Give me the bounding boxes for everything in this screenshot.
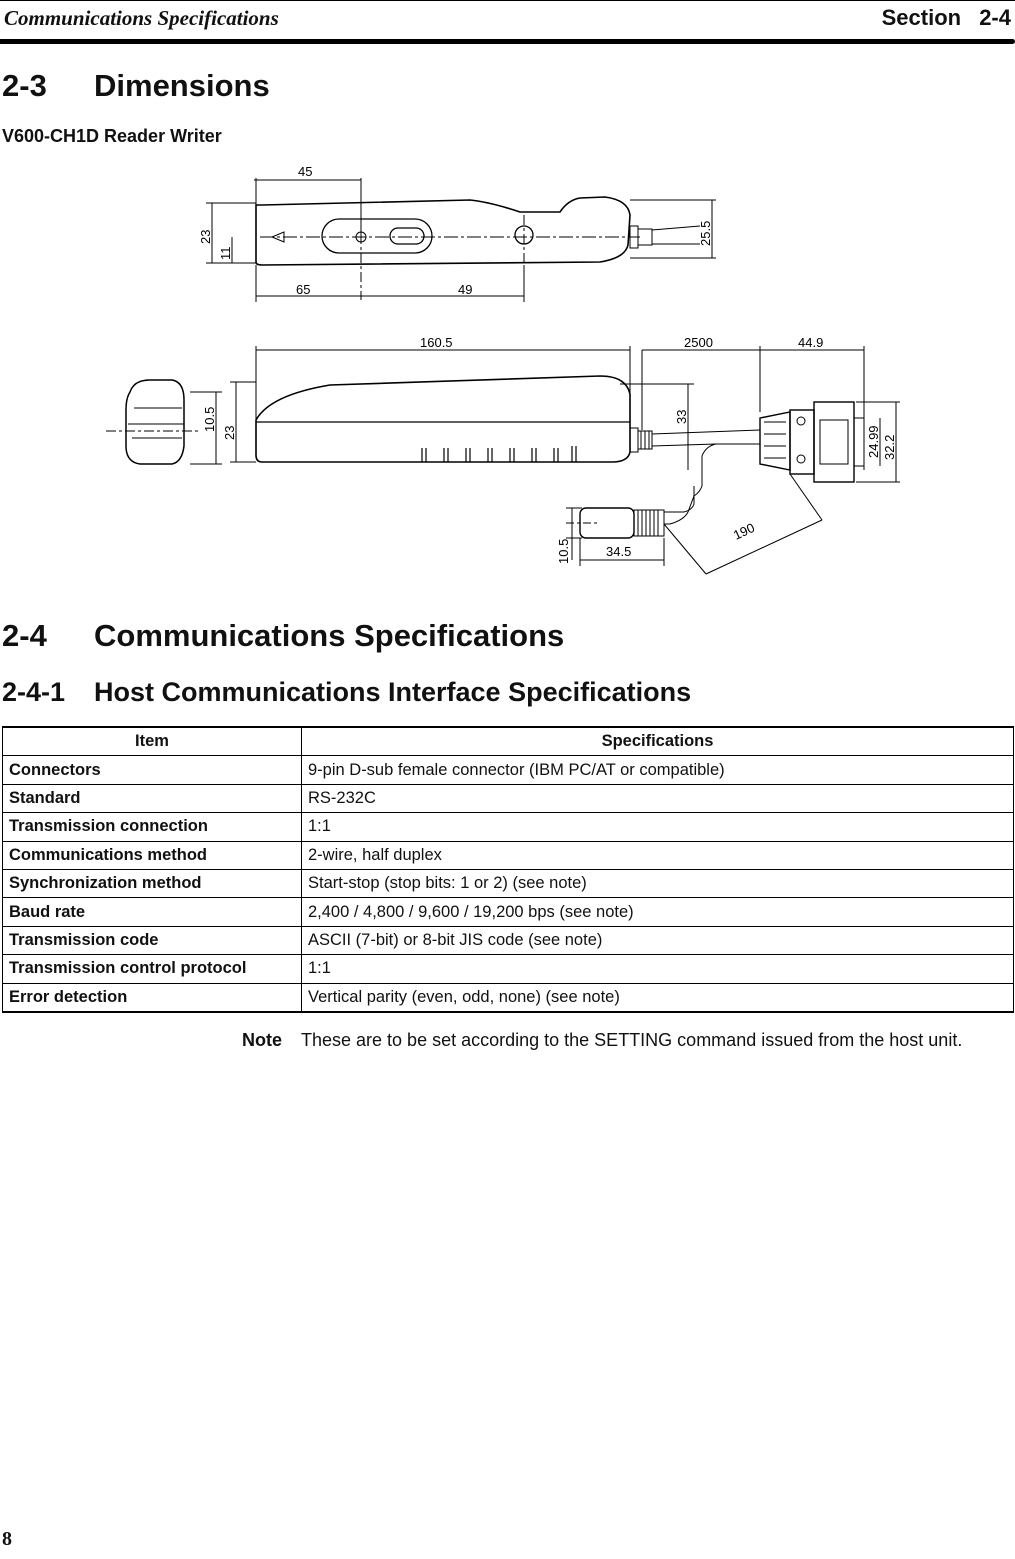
dim-label: 23 — [222, 425, 237, 440]
dim-label: 49 — [458, 282, 473, 297]
table-row — [3, 926, 1014, 954]
chapter-title: Communications Specifications — [4, 6, 279, 30]
dim-label: 45 — [298, 164, 313, 179]
header-top-rule — [0, 0, 1015, 1]
note — [242, 1028, 1014, 1052]
dim-label: 24.99 — [866, 425, 881, 458]
column-header-item: Item — [3, 727, 302, 756]
table-row — [3, 784, 1014, 812]
running-header — [0, 0, 1015, 46]
row-item: Baud rate — [3, 898, 302, 926]
dim-label: 190 — [730, 519, 757, 543]
comm-number: 2-4 — [2, 618, 47, 653]
row-item: Transmission connection — [3, 813, 302, 841]
dim-label: 11 — [218, 246, 233, 260]
table-row — [3, 955, 1014, 983]
dimensions-number: 2-3 — [2, 68, 47, 103]
table-row — [3, 869, 1014, 897]
dim-label: 10.5 — [202, 406, 217, 432]
dim-label: 34.5 — [606, 544, 632, 559]
dimensions-heading — [2, 68, 270, 104]
dim-label: 23 — [198, 229, 213, 244]
row-item: Transmission control protocol — [3, 955, 302, 983]
row-spec: Vertical parity (even, odd, none) (see note) — [302, 983, 1014, 1012]
dim-label: 33 — [674, 409, 689, 424]
row-item: Error detection — [3, 983, 302, 1012]
row-spec: 1:1 — [302, 813, 1014, 841]
row-item: Transmission code — [3, 926, 302, 954]
table-row — [3, 813, 1014, 841]
row-spec: 9-pin D-sub female connector (IBM PC/AT or compatible) — [302, 756, 1014, 784]
table-header-row — [3, 727, 1014, 756]
host-number: 2-4-1 — [2, 677, 66, 707]
row-item: Standard — [3, 784, 302, 812]
row-item: Communications method — [3, 841, 302, 869]
table-row — [3, 983, 1014, 1012]
page-number: 8 — [2, 1528, 12, 1550]
host-title: Host Communications Interface Specifications — [94, 677, 692, 707]
column-header-specifications: Specifications — [302, 727, 1014, 756]
comm-title: Communications Specifications — [94, 618, 565, 653]
dimension-drawing — [0, 150, 1015, 590]
comm-heading — [2, 618, 564, 654]
host-interface-spec-table — [2, 726, 1014, 1013]
dim-label: 25.5 — [698, 220, 713, 246]
dim-label: 65 — [296, 282, 311, 297]
row-spec: ASCII (7-bit) or 8-bit JIS code (see note) — [302, 926, 1014, 954]
dim-label: 10.5 — [556, 538, 571, 564]
row-spec: 2-wire, half duplex — [302, 841, 1014, 869]
section-label: Section 2-4 — [881, 5, 1011, 30]
dim-label: 44.9 — [798, 335, 824, 350]
row-spec: RS-232C — [302, 784, 1014, 812]
row-item: Connectors — [3, 756, 302, 784]
row-spec: Start-stop (stop bits: 1 or 2) (see note) — [302, 869, 1014, 897]
row-spec: 2,400 / 4,800 / 9,600 / 19,200 bps (see note) — [302, 898, 1014, 926]
header-rule — [0, 39, 1015, 44]
dimensions-title: Dimensions — [94, 68, 270, 103]
note-label: Note — [242, 1030, 282, 1050]
note-text: These are to be set according to the SETTING command issued from the host unit. — [301, 1030, 963, 1050]
host-heading — [2, 677, 691, 708]
row-item: Synchronization method — [3, 869, 302, 897]
reader-writer-subtitle: V600-CH1D Reader Writer — [2, 126, 222, 146]
dim-label: 2500 — [684, 335, 713, 350]
dim-label: 160.5 — [420, 335, 453, 350]
table-row — [3, 756, 1014, 784]
row-spec: 1:1 — [302, 955, 1014, 983]
table-row — [3, 841, 1014, 869]
table-row — [3, 898, 1014, 926]
dim-label: 32.2 — [882, 434, 897, 460]
